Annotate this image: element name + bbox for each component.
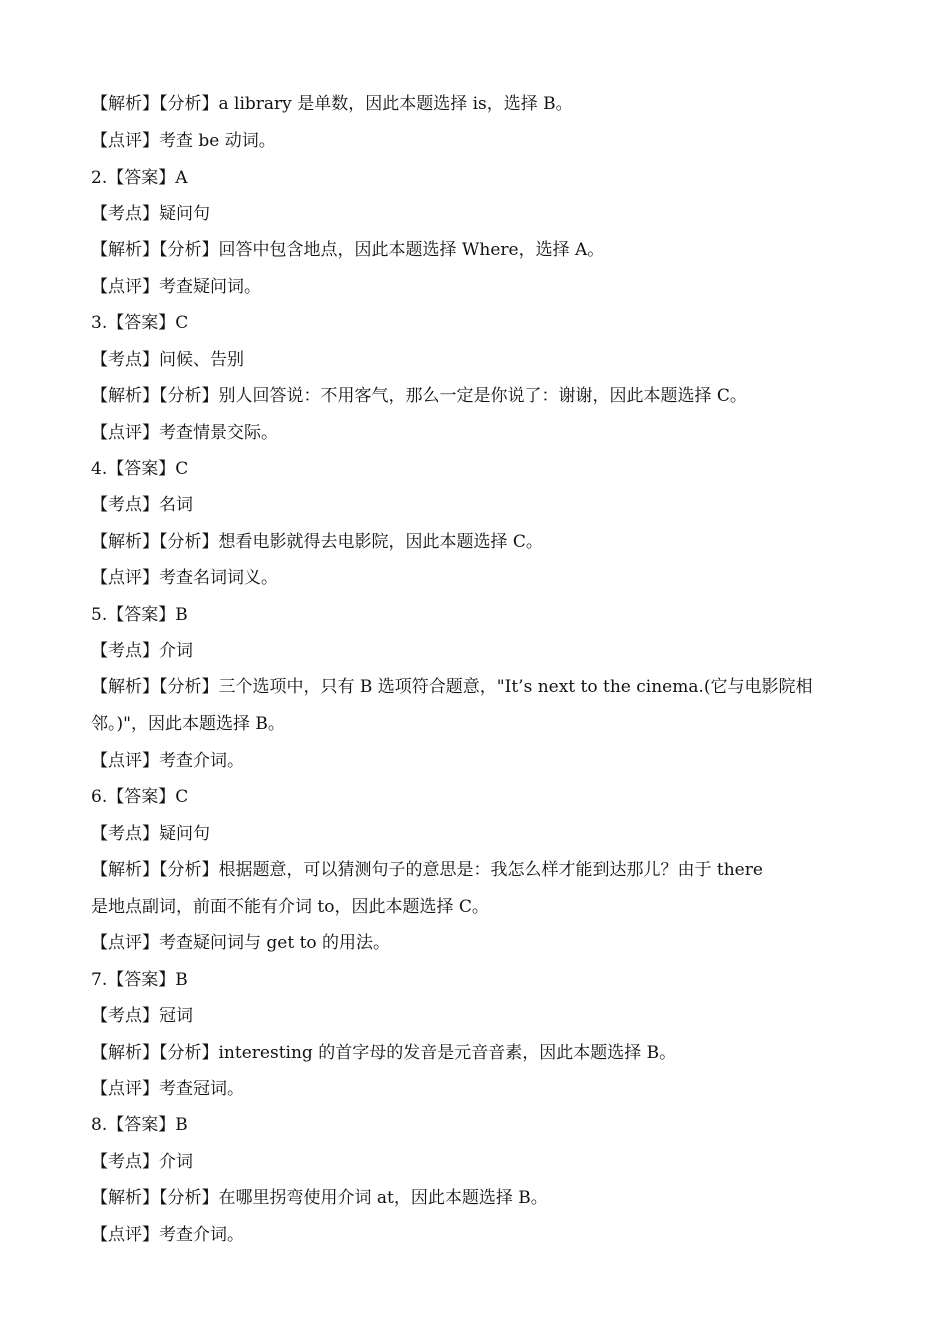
point-line-q4: 【考点】名词 [91, 495, 193, 515]
analysis-line-q6: 【解析】【分析】根据题意，可以猜测句子的意思是：我怎么样才能到达那儿？由于 there [91, 860, 763, 880]
comment-line-q2: 【点评】考查疑问词。 [91, 277, 261, 297]
analysis-line-q7: 【解析】【分析】interesting 的首字母的发音是元音音素，因此本题选择 B。 [91, 1043, 677, 1063]
analysis-line-q3: 【解析】【分析】别人回答说：不用客气，那么一定是你说了：谢谢，因此本题选择 C。 [91, 386, 747, 406]
comment-line-q3: 【点评】考查情景交际。 [91, 423, 278, 443]
answer-line-q7: 7.【答案】B [91, 970, 188, 990]
point-line-q2: 【考点】疑问句 [91, 204, 210, 224]
comment-line-q6: 【点评】考查疑问词与 get to 的用法。 [91, 933, 391, 953]
answer-line-q5: 5.【答案】B [91, 605, 188, 625]
comment-line-q1: 【点评】考查 be 动词。 [91, 131, 276, 151]
point-line-q5: 【考点】介词 [91, 641, 193, 661]
analysis-line-q5-cont: 邻。)"，因此本题选择 B。 [91, 714, 285, 734]
point-line-q3: 【考点】问候、告别 [91, 350, 244, 370]
analysis-line-q2: 【解析】【分析】回答中包含地点，因此本题选择 Where，选择 A。 [91, 240, 605, 260]
answer-line-q4: 4.【答案】C [91, 459, 189, 479]
point-line-q6: 【考点】疑问句 [91, 824, 210, 844]
comment-line-q5: 【点评】考查介词。 [91, 751, 244, 771]
answer-line-q6: 6.【答案】C [91, 787, 189, 807]
answer-line-q3: 3.【答案】C [91, 313, 189, 333]
point-line-q8: 【考点】介词 [91, 1152, 193, 1172]
analysis-line-q6-cont: 是地点副词，前面不能有介词 to，因此本题选择 C。 [91, 897, 489, 917]
comment-line-q7: 【点评】考查冠词。 [91, 1079, 244, 1099]
analysis-line-q8: 【解析】【分析】在哪里拐弯使用介词 at，因此本题选择 B。 [91, 1188, 548, 1208]
point-line-q7: 【考点】冠词 [91, 1006, 193, 1026]
answer-line-q8: 8.【答案】B [91, 1115, 188, 1135]
comment-line-q4: 【点评】考查名词词义。 [91, 568, 278, 588]
analysis-line-q1: 【解析】【分析】a library 是单数，因此本题选择 is，选择 B。 [91, 94, 573, 114]
analysis-line-q5: 【解析】【分析】三个选项中，只有 B 选项符合题意，"It’s next to the cinema.(它与电影院相 [91, 677, 813, 697]
analysis-line-q4: 【解析】【分析】想看电影就得去电影院，因此本题选择 C。 [91, 532, 543, 552]
answer-line-q2: 2.【答案】A [91, 168, 188, 188]
comment-line-q8: 【点评】考查介词。 [91, 1225, 244, 1245]
